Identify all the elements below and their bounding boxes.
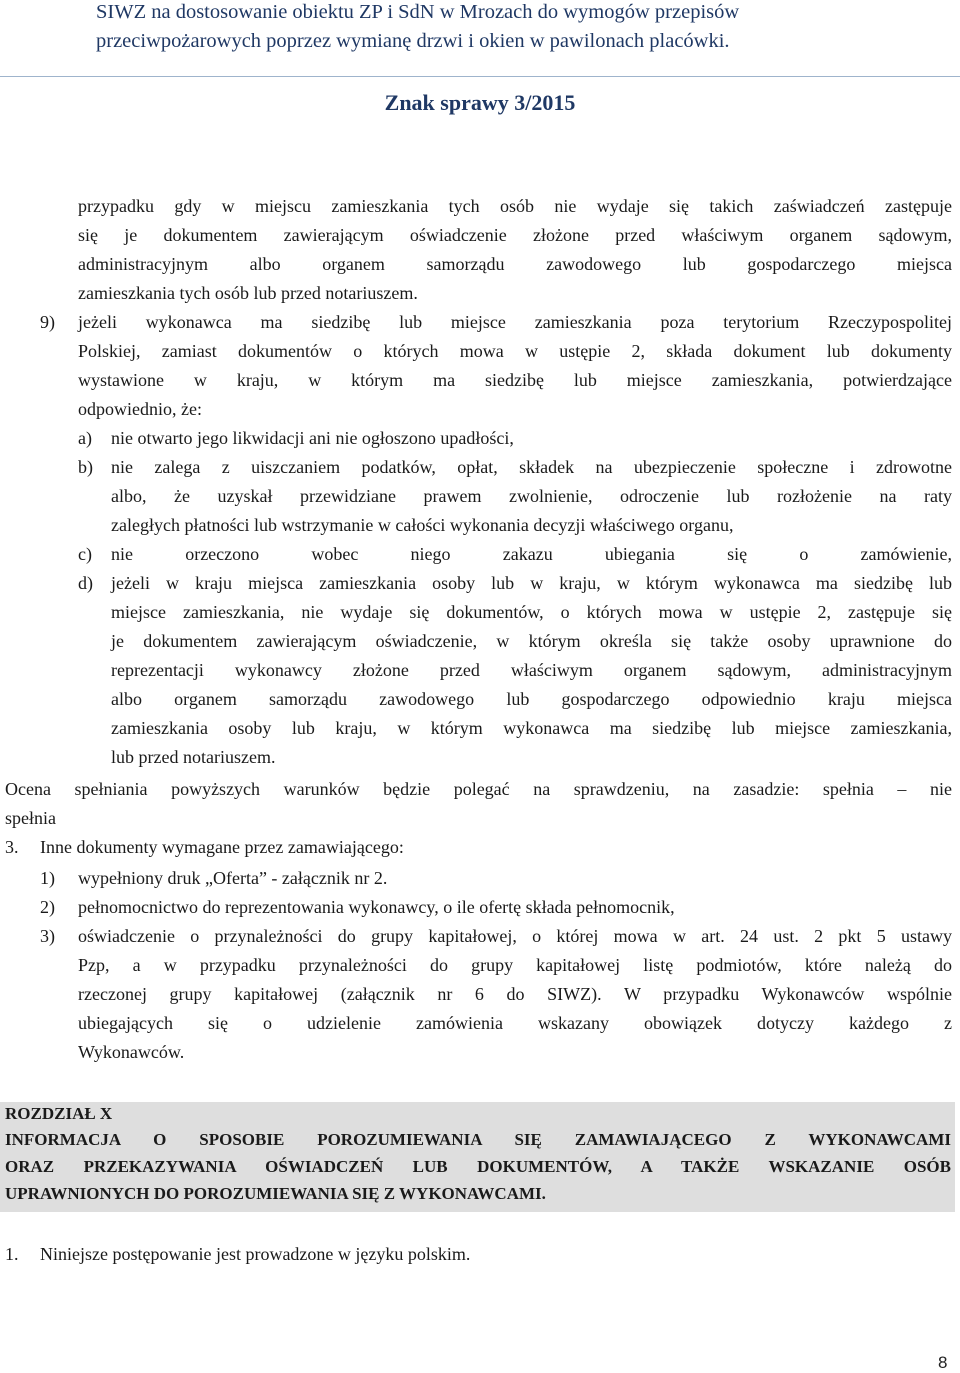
section-heading: Inne dokumenty wymagane przez zamawiającego: <box>40 837 404 857</box>
paragraph-line: zamieszkania tych osób lub przed notariuszem. <box>78 283 418 303</box>
list-item-line: ubiegających się o udzielenie zamówienia wskazany obowiązek dotyczy każdego z <box>78 1013 952 1033</box>
chapter-heading-box <box>0 1102 955 1212</box>
sub-list-marker: c) <box>78 544 92 564</box>
list-item-line: jeżeli wykonawca ma siedzibę lub miejsce zamieszkania poza terytorium Rzeczypospolitej <box>78 312 952 332</box>
chapter-title-line: ORAZ PRZEKAZYWANIA OŚWIADCZEŃ LUB DOKUMENTÓW, A TAKŻE WSKAZANIE OSÓB <box>5 1157 951 1176</box>
list-item-line: Wykonawców. <box>78 1042 185 1062</box>
list-marker: 9) <box>40 312 55 332</box>
chapter-title-line: UPRAWNIONYCH DO POROZUMIEWANIA SIĘ Z WYKONAWCAMI. <box>5 1184 546 1203</box>
paragraph-line: administracyjnym albo organem samorządu zawodowego lub gospodarczego miejsca <box>78 254 952 274</box>
page-number: 8 <box>938 1353 948 1372</box>
sub-list-marker: b) <box>78 457 93 477</box>
sub-list-line: zaległych płatności lub wstrzymanie w całości wykonania decyzji właściwego organu, <box>111 515 734 535</box>
sub-list-line: nie zalega z uiszczaniem podatków, opłat, składek na ubezpieczenie społeczne i zdrowotne <box>111 457 952 477</box>
sub-list-line: miejsce zamieszkania, nie wydaje się dokumentów, o których mowa w ustępie 2, zastępuje się <box>111 602 952 622</box>
chapter-title-line: INFORMACJA O SPOSOBIE POROZUMIEWANIA SIĘ ZAMAWIAJĄCEGO Z WYKONAWCAMI <box>5 1130 951 1149</box>
list-item-line: rzeczonej grupy kapitałowej (załącznik nr 6 do SIWZ). W przypadku Wykonawców wspólnie <box>78 984 952 1004</box>
sub-list-line: zamieszkania osoby lub kraju, w którym wykonawca ma siedzibę lub miejsce zamieszkania, <box>111 718 952 738</box>
header-title-line: przeciwpożarowych poprzez wymianę drzwi i okien w pawilonach placówki. <box>96 30 730 52</box>
section-text: Niniejsze postępowanie jest prowadzone w języku polskim. <box>40 1244 471 1264</box>
sub-list-line: reprezentacji wykonawcy złożone przed właściwym organem sądowym, administracyjnym <box>111 660 952 680</box>
paragraph-line: przypadku gdy w miejscu zamieszkania tych osób nie wydaje się takich zaświadczeń zastępuje <box>78 196 952 216</box>
sub-list-line: je dokumentem zawierającym oświadczenie, w którym określa się także osoby uprawnione do <box>111 631 952 651</box>
section-marker: 1. <box>5 1244 19 1264</box>
list-item-line: pełnomocnictwo do reprezentowania wykonawcy, o ile ofertę składa pełnomocnik, <box>78 897 675 917</box>
section-marker: 3. <box>5 837 19 857</box>
case-number: Znak sprawy 3/2015 <box>384 90 576 115</box>
sub-list-line: nie otwarto jego likwidacji ani nie ogłoszono upadłości, <box>111 428 514 448</box>
list-item-line: wypełniony druk „Oferta” - załącznik nr 2. <box>78 868 388 888</box>
list-item-line: Polskiej, zamiast dokumentów o których mowa w ustępie 2, składa dokument lub dokumenty <box>78 341 952 361</box>
list-item-line: wystawione w kraju, w którym ma siedzibę lub miejsce zamieszkania, potwierdzające <box>78 370 952 390</box>
list-marker: 1) <box>40 868 55 888</box>
sub-list-line: jeżeli w kraju miejsca zamieszkania osoby lub w kraju, w którym wykonawca ma siedzibę lub <box>111 573 952 593</box>
header-divider <box>0 76 960 77</box>
chapter-number: ROZDZIAŁ X <box>5 1104 113 1123</box>
sub-list-line: albo, że uzyskał przewidziane prawem zwolnienie, odroczenie lub rozłożenie na raty <box>111 486 952 506</box>
sub-list-line: albo organem samorządu zawodowego lub gospodarczego odpowiednio kraju miejsca <box>111 689 952 709</box>
sub-list-line: nie orzeczono wobec niego zakazu ubiegania się o zamówienie, <box>111 544 952 564</box>
list-item-line: oświadczenie o przynależności do grupy kapitałowej, o której mowa w art. 24 ust. 2 pkt 5 ustawy <box>78 926 952 946</box>
header-title-line: SIWZ na dostosowanie obiektu ZP i SdN w Mrozach do wymogów przepisów <box>96 1 740 23</box>
sub-list-marker: a) <box>78 428 92 448</box>
assessment-line: spełnia <box>5 808 56 828</box>
sub-list-marker: d) <box>78 573 93 593</box>
list-marker: 3) <box>40 926 55 946</box>
list-item-line: odpowiednio, że: <box>78 399 202 419</box>
list-item-line: Pzp, a w przypadku przynależności do grupy kapitałowej listę podmiotów, które należą do <box>78 955 952 975</box>
list-marker: 2) <box>40 897 55 917</box>
sub-list-line: lub przed notariuszem. <box>111 747 276 767</box>
assessment-line: Ocena spełniania powyższych warunków będzie polegać na sprawdzeniu, na zasadzie: spełnia – nie <box>5 779 952 799</box>
paragraph-line: się je dokumentem zawierającym oświadczenie złożone przed właściwym organem sądowym, <box>78 225 952 245</box>
